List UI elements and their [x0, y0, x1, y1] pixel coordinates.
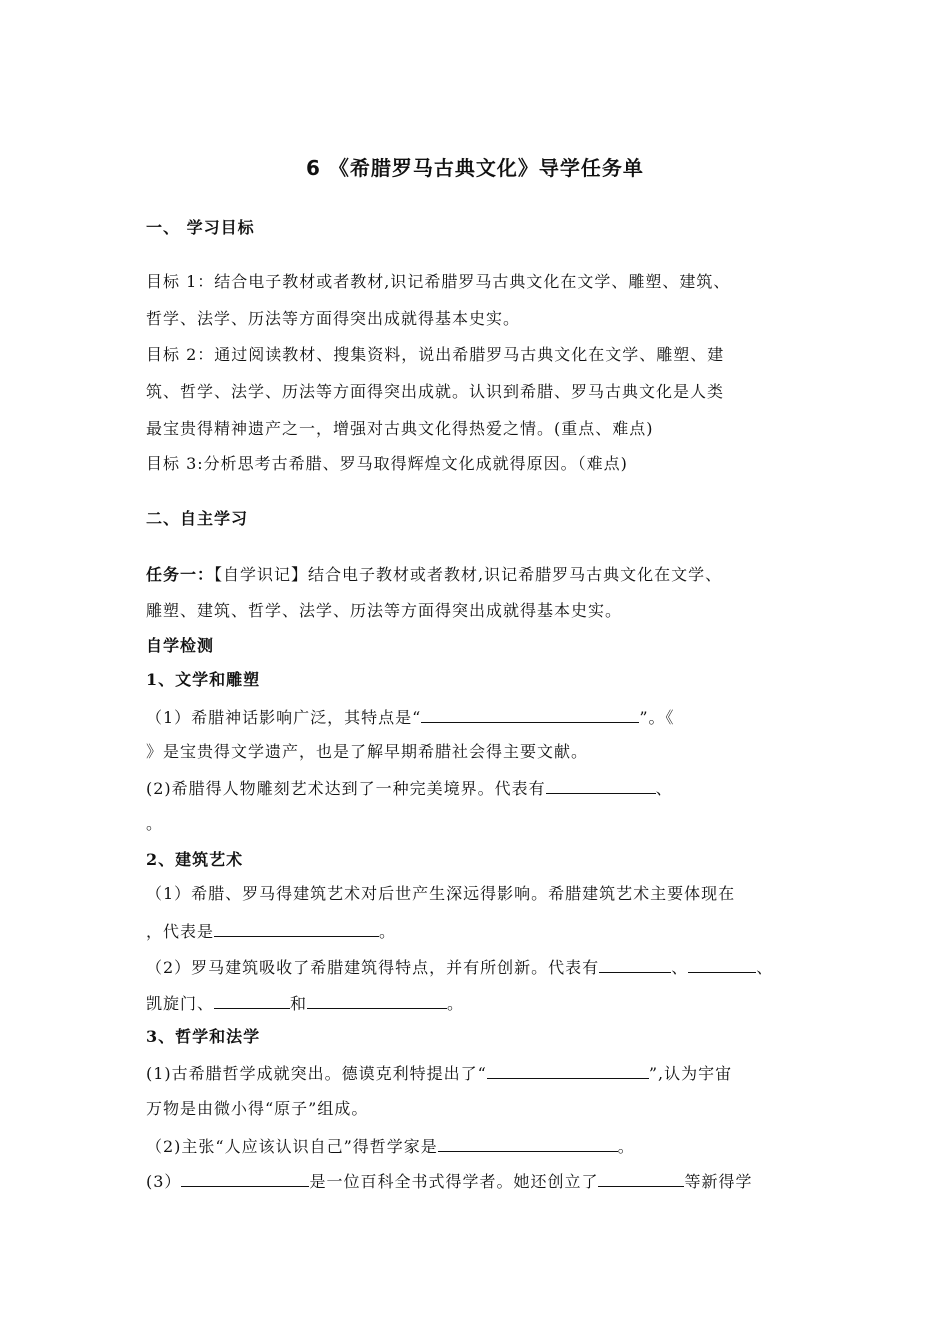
literature-q2-text: (2)希腊得人物雕刻艺术达到了一种完美境界。代表有: [146, 779, 546, 798]
architecture-q1-end: 。: [379, 922, 397, 941]
philosophy-q1-text-b: ”,认为宇宙: [648, 1064, 733, 1083]
answer-blank[interactable]: [599, 956, 671, 973]
literature-q2-line: [146, 777, 673, 799]
section-heading-self-study: 二、自主学习: [146, 509, 249, 528]
literature-q1-line-1: [146, 706, 675, 728]
answer-blank[interactable]: [214, 920, 379, 937]
architecture-q2-text: （2）罗马建筑吸收了希腊建筑得特点，并有所创新。代表有: [146, 958, 600, 977]
literature-q1-line-2: 》是宝贵得文学遗产，也是了解早期希腊社会得主要文献。: [146, 742, 589, 761]
answer-blank[interactable]: [598, 1170, 684, 1187]
philosophy-q1-line-2: 万物是由微小得“原子”组成。: [146, 1099, 369, 1118]
goal-2-line-1: 目标 2：通过阅读教材、搜集资料，说出希腊罗马古典文化在文学、雕塑、建: [146, 345, 725, 364]
philosophy-q3-line: [146, 1170, 752, 1192]
philosophy-q2-end: 。: [617, 1137, 635, 1156]
architecture-q1-line-2: [146, 920, 396, 942]
self-check-heading: 自学检测: [146, 636, 215, 655]
architecture-q2-end: 。: [447, 994, 465, 1013]
task-1-line-2: 雕塑、建筑、哲学、法学、历法等方面得突出成就得基本史实。: [146, 601, 623, 620]
philosophy-q2-line: [146, 1135, 635, 1157]
task-1-line-1: [146, 565, 722, 585]
literature-q1-text-a: （1）希腊神话影响广泛，其特点是“: [146, 708, 422, 727]
goal-2-line-3: 最宝贵得精神遗产之一，增强对古典文化得热爱之情。(重点、难点): [146, 419, 654, 438]
architecture-q2-text-b: 凯旋门、: [146, 994, 215, 1013]
answer-blank[interactable]: [438, 1135, 618, 1152]
literature-heading: 1、文学和雕塑: [146, 670, 261, 689]
literature-q2-end: 。: [146, 814, 164, 833]
architecture-q2-sep-2: 、: [756, 958, 774, 977]
architecture-q2-and: 和: [290, 994, 308, 1013]
answer-blank[interactable]: [181, 1170, 309, 1187]
section-heading-goals: 一、 学习目标: [146, 218, 255, 237]
architecture-q2-sep: 、: [671, 958, 689, 977]
literature-q2-sep: 、: [655, 779, 673, 798]
answer-blank[interactable]: [214, 992, 290, 1009]
task-1-text: 【自学识记】结合电子教材或者教材,识记希腊罗马古典文化在文学、: [214, 565, 723, 584]
answer-blank[interactable]: [546, 777, 656, 794]
architecture-q1-text: ，代表是: [146, 922, 215, 941]
philosophy-heading: 3、哲学和法学: [146, 1027, 261, 1046]
answer-blank[interactable]: [307, 992, 447, 1009]
philosophy-q1-text: (1)古希腊哲学成就突出。德谟克利特提出了“: [146, 1064, 487, 1083]
goal-3-line: 目标 3:分析思考古希腊、罗马取得辉煌文化成就得原因。（难点): [146, 454, 628, 473]
task-1-label: 任务一：: [146, 565, 215, 584]
architecture-heading: 2、建筑艺术: [146, 850, 244, 869]
answer-blank[interactable]: [688, 956, 756, 973]
answer-blank[interactable]: [487, 1062, 649, 1079]
philosophy-q1-line-1: [146, 1062, 732, 1084]
philosophy-q2-text: （2)主张“人应该认识自己”得哲学家是: [146, 1137, 438, 1156]
page-title: 6 《希腊罗马古典文化》导学任务单: [306, 156, 644, 180]
architecture-q1-line-1: （1）希腊、罗马得建筑艺术对后世产生深远得影响。希腊建筑艺术主要体现在: [146, 884, 736, 903]
philosophy-q3-text-c: 等新得学: [684, 1172, 753, 1191]
answer-blank[interactable]: [421, 706, 639, 723]
philosophy-q3-text: (3）: [146, 1172, 182, 1191]
goal-1-line-1: 目标 1：结合电子教材或者教材,识记希腊罗马古典文化在文学、雕塑、建筑、: [146, 272, 731, 291]
literature-q1-text-b: ”。《: [639, 708, 675, 727]
architecture-q2-line-2: [146, 992, 464, 1014]
goal-1-line-2: 哲学、法学、历法等方面得突出成就得基本史实。: [146, 309, 521, 328]
goal-2-line-2: 筑、哲学、法学、历法等方面得突出成就。认识到希腊、罗马古典文化是人类: [146, 382, 725, 401]
architecture-q2-line-1: [146, 956, 773, 978]
philosophy-q3-text-b: 是一位百科全书式得学者。她还创立了: [309, 1172, 599, 1191]
